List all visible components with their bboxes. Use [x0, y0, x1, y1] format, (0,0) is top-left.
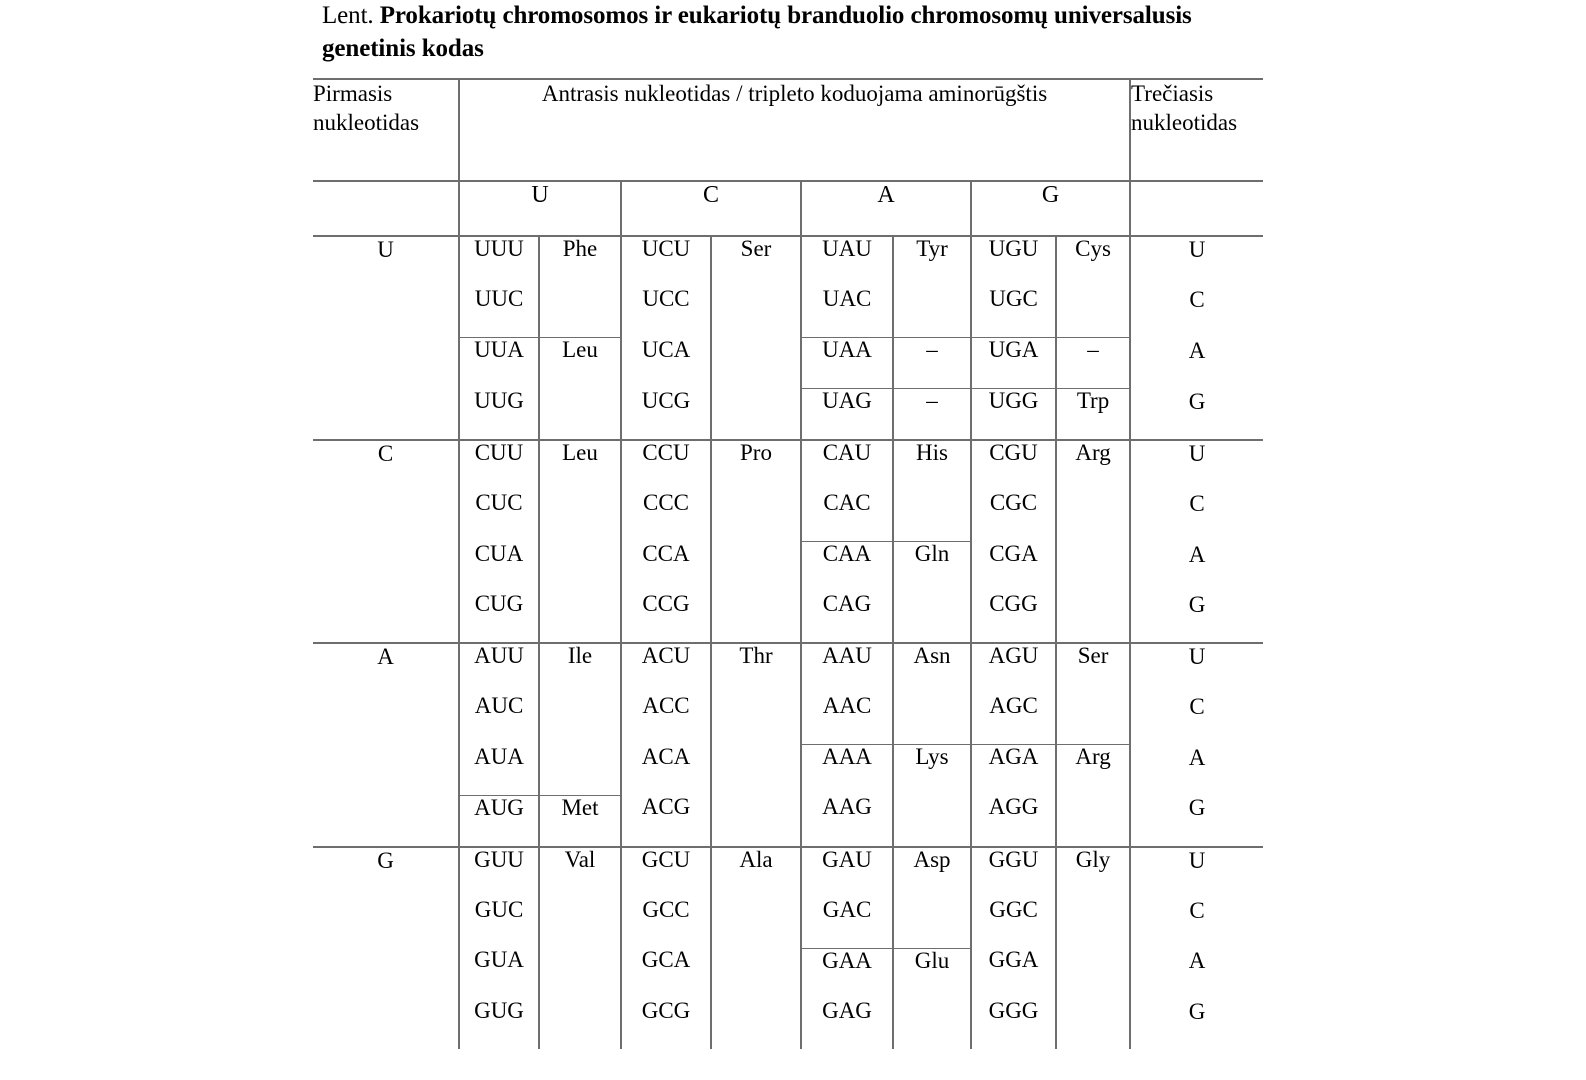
caption-main: Prokariotų chromosomos ir eukariotų branduolio chromosomų universalusis genetinis kodas: [322, 2, 1192, 62]
third-nucleotide-U: U: [1130, 643, 1263, 694]
codon-cell: UAG: [801, 389, 893, 441]
second-nucleotide-A: A: [801, 181, 971, 236]
codon-cell: AGU: [971, 643, 1056, 694]
codon-cell: CCG: [621, 592, 711, 643]
amino-acid-cell: Met: [539, 795, 621, 847]
codon-cell: UCG: [621, 389, 711, 441]
codon-cell: GCA: [621, 948, 711, 999]
codon-cell: AAC: [801, 694, 893, 745]
codon-cell: CUG: [459, 592, 539, 643]
third-nucleotide-G: G: [1188, 795, 1206, 820]
first-nucleotide-G: G: [313, 847, 459, 1049]
codon-cell: UGU: [971, 236, 1056, 287]
amino-acid-cell: Leu: [539, 440, 621, 643]
codon-cell: CUU: [459, 440, 539, 491]
second-nucleotide-U: U: [459, 181, 621, 236]
codon-cell: CAU: [801, 440, 893, 491]
amino-acid-cell: –: [1056, 338, 1130, 389]
second-nucleotide-G: G: [971, 181, 1130, 236]
codon-row: [313, 236, 1263, 287]
amino-acid-cell: –: [893, 338, 971, 389]
codon-cell: UCA: [621, 338, 711, 389]
codon-cell: UGG: [971, 389, 1056, 441]
codon-cell: GGU: [971, 847, 1056, 898]
codon-cell: AAG: [801, 795, 893, 847]
codon-cell: CGC: [971, 491, 1056, 542]
third-nucleotide-G: G: [1188, 592, 1206, 617]
third-nucleotide-A: A: [1188, 744, 1206, 770]
codon-cell: GUU: [459, 847, 539, 898]
codon-cell: GUA: [459, 948, 539, 999]
codon-cell: UCU: [621, 236, 711, 287]
codon-cell: AAA: [801, 745, 893, 796]
third-nucleotide-A: A: [1188, 948, 1206, 973]
third-nucleotide-C: C: [1189, 897, 1205, 923]
amino-acid-cell: Arg: [1056, 440, 1130, 643]
first-nucleotide-A: A: [313, 643, 459, 847]
codon-cell: GAG: [801, 999, 893, 1049]
amino-acid-cell: Ser: [1056, 643, 1130, 745]
codon-cell: AUC: [459, 694, 539, 745]
codon-cell: UAU: [801, 236, 893, 287]
codon-cell: AGC: [971, 694, 1056, 745]
codon-cell: CAA: [801, 542, 893, 593]
codon-cell: CCA: [621, 542, 711, 593]
third-nucleotide-G: G: [1188, 998, 1206, 1024]
codon-cell: CCC: [621, 491, 711, 542]
codon-cell: UUU: [459, 236, 539, 287]
codon-cell: GAA: [801, 948, 893, 999]
third-nucleotide-C: C: [1189, 491, 1205, 516]
codon-cell: UGA: [971, 338, 1056, 389]
codon-cell: CGA: [971, 542, 1056, 593]
amino-acid-cell: Ser: [711, 236, 801, 440]
codon-cell: GUC: [459, 898, 539, 949]
codon-cell: AUU: [459, 643, 539, 694]
codon-cell: GGG: [971, 999, 1056, 1049]
second-nucleotide-row: [313, 181, 1263, 236]
codon-cell: UUA: [459, 338, 539, 389]
third-nucleotide-C: C: [1189, 287, 1205, 312]
spacer-first-col: [313, 181, 459, 236]
codon-cell: CUA: [459, 542, 539, 593]
amino-acid-cell: Pro: [711, 440, 801, 643]
amino-acid-cell: Tyr: [893, 236, 971, 338]
amino-acid-cell: Phe: [539, 236, 621, 338]
amino-acid-cell: Arg: [1056, 745, 1130, 847]
codon-cell: GGA: [971, 948, 1056, 999]
codon-cell: ACU: [621, 643, 711, 694]
third-nucleotide-U: U: [1130, 440, 1263, 491]
amino-acid-cell: Val: [539, 847, 621, 1049]
amino-acid-cell: –: [893, 389, 971, 441]
amino-acid-cell: Asn: [893, 643, 971, 745]
amino-acid-cell: Gly: [1056, 847, 1130, 1049]
codon-cell: GCU: [621, 847, 711, 898]
codon-cell: UUG: [459, 389, 539, 441]
amino-acid-cell: His: [893, 440, 971, 542]
codon-cell: AUG: [459, 795, 539, 847]
codon-cell: CAC: [801, 491, 893, 542]
third-nucleotide-U: U: [1130, 236, 1263, 287]
table-body: [313, 79, 1263, 1049]
amino-acid-cell: Gln: [893, 542, 971, 644]
codon-cell: AAU: [801, 643, 893, 694]
codon-cell: GCC: [621, 898, 711, 949]
codon-cell: AGA: [971, 745, 1056, 796]
header-second-nucleotide: Antrasis nukleotidas / tripleto koduojama aminorūgštis: [459, 79, 1130, 181]
amino-acid-cell: Ile: [539, 643, 621, 795]
codon-cell: CCU: [621, 440, 711, 491]
second-nucleotide-C: C: [621, 181, 801, 236]
codon-cell: CUC: [459, 491, 539, 542]
amino-acid-cell: Glu: [893, 948, 971, 1049]
codon-cell: UAC: [801, 287, 893, 338]
codon-cell: GCG: [621, 999, 711, 1049]
codon-cell: ACC: [621, 694, 711, 745]
header-third-nucleotide: Trečiasis nukleotidas: [1130, 79, 1263, 181]
amino-acid-cell: Asp: [893, 847, 971, 949]
amino-acid-cell: Trp: [1056, 389, 1130, 441]
amino-acid-cell: Cys: [1056, 236, 1130, 338]
spacer-third-col: [1130, 181, 1263, 236]
third-nucleotide-C: C: [1189, 694, 1205, 719]
codon-cell: GAC: [801, 898, 893, 949]
caption-prefix: Lent.: [322, 2, 380, 29]
codon-cell: UCC: [621, 287, 711, 338]
genetic-code-table: [313, 78, 1263, 1049]
first-nucleotide-C: C: [313, 440, 459, 643]
codon-cell: GAU: [801, 847, 893, 898]
codon-cell: UAA: [801, 338, 893, 389]
codon-cell: UUC: [459, 287, 539, 338]
third-nucleotide-A: A: [1188, 337, 1206, 363]
amino-acid-cell: Lys: [893, 745, 971, 847]
codon-cell: AGG: [971, 795, 1056, 847]
codon-row: [313, 643, 1263, 694]
amino-acid-cell: Ala: [711, 847, 801, 1049]
codon-cell: ACA: [621, 745, 711, 796]
codon-cell: UGC: [971, 287, 1056, 338]
table-header-row: [313, 79, 1263, 181]
codon-row: [313, 847, 1263, 898]
codon-cell: GUG: [459, 999, 539, 1049]
codon-cell: CGG: [971, 592, 1056, 643]
third-nucleotide-U: U: [1130, 847, 1263, 898]
header-first-nucleotide: Pirmasis nukleotidas: [313, 79, 459, 181]
amino-acid-cell: Thr: [711, 643, 801, 847]
codon-cell: CAG: [801, 592, 893, 643]
codon-cell: AUA: [459, 745, 539, 796]
codon-cell: CGU: [971, 440, 1056, 491]
table-caption: [322, 0, 1262, 65]
codon-cell: ACG: [621, 795, 711, 847]
third-nucleotide-A: A: [1188, 541, 1206, 567]
codon-cell: GGC: [971, 898, 1056, 949]
codon-row: [313, 440, 1263, 491]
third-nucleotide-G: G: [1188, 388, 1206, 414]
amino-acid-cell: Leu: [539, 338, 621, 441]
first-nucleotide-U: U: [313, 236, 459, 440]
